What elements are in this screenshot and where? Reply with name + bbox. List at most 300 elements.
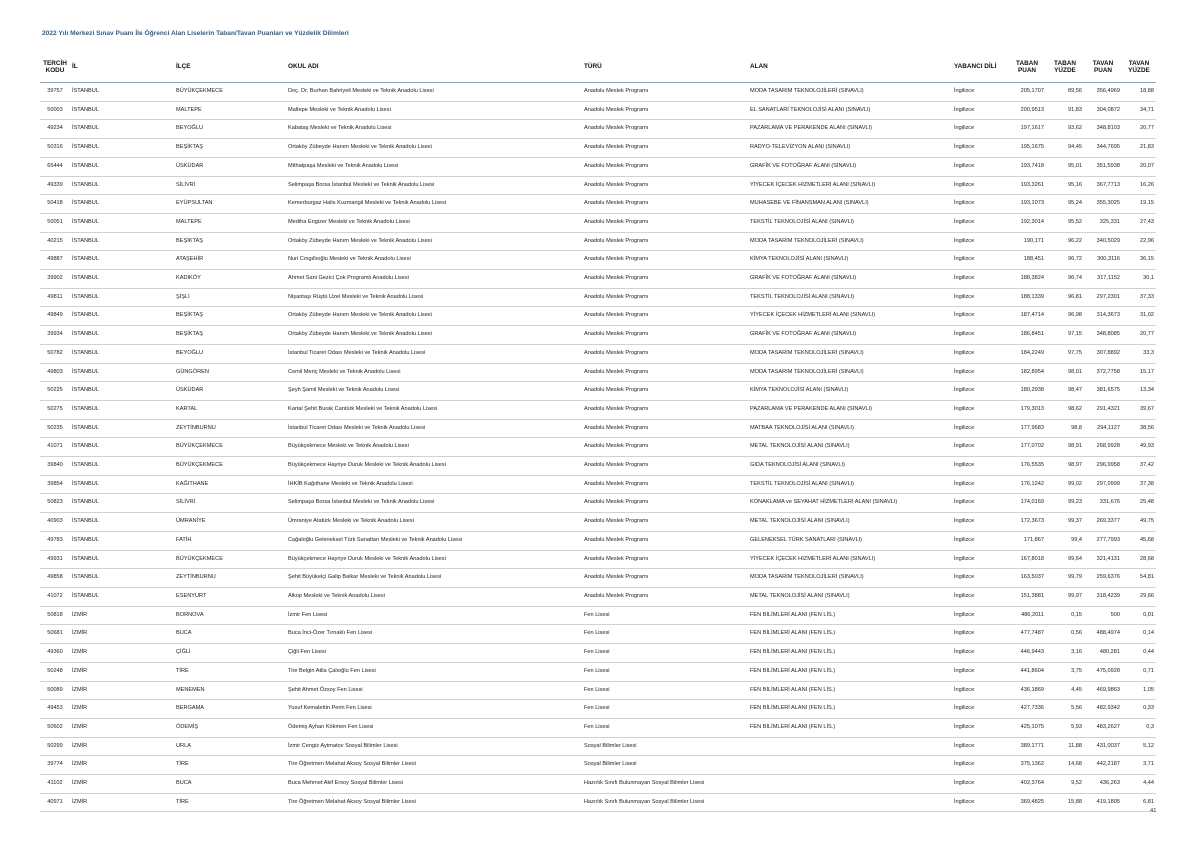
cell-tavan-puan: 488,4974 — [1084, 625, 1122, 644]
cell-taban-puan: 177,9683 — [1008, 419, 1046, 438]
cell-taban-puan: 184,2249 — [1008, 344, 1046, 363]
cell-okul-adi: Ortaköy Zübeyde Hanım Mesleki ve Teknik Anadolu Lisesi — [286, 232, 582, 251]
cell-il: İZMİR — [70, 625, 174, 644]
cell-alan: FEN BİLİMLERİ ALANI (FEN LİS.) — [748, 718, 952, 737]
cell-alan: PAZARLAMA VE PERAKENDE ALANI (SINAVLI) — [748, 120, 952, 139]
cell-tercih-kodu: 50602 — [40, 718, 70, 737]
cell-tavan-yuzde: 18,88 — [1122, 83, 1156, 102]
cell-tavan-yuzde: 37,38 — [1122, 475, 1156, 494]
cell-yabanci-dili: İngilizce — [952, 120, 1008, 139]
cell-yabanci-dili: İngilizce — [952, 625, 1008, 644]
cell-tavan-yuzde: 6,81 — [1122, 793, 1156, 812]
cell-tavan-puan: 314,3673 — [1084, 307, 1122, 326]
cell-turu: Anadolu Meslek Programı — [582, 139, 748, 158]
cell-ilce: BEYOĞLU — [174, 120, 286, 139]
cell-tavan-puan: 431,0037 — [1084, 737, 1122, 756]
header-tavan-puan: TAVAN PUAN — [1084, 52, 1122, 83]
cell-il: İSTANBUL — [70, 83, 174, 102]
cell-taban-yuzde: 0,15 — [1046, 606, 1084, 625]
cell-yabanci-dili: İngilizce — [952, 270, 1008, 289]
cell-turu: Fen Lisesi — [582, 625, 748, 644]
cell-taban-yuzde: 4,45 — [1046, 681, 1084, 700]
cell-okul-adi: Doç. Dr. Burhan Bahriyeli Mesleki ve Teknik Anadolu Lisesi — [286, 83, 582, 102]
cell-alan: EL SANATLARI TEKNOLOJİSİ ALANI (SINAVLI) — [748, 101, 952, 120]
cell-yabanci-dili: İngilizce — [952, 718, 1008, 737]
table-row — [40, 531, 1156, 550]
cell-tercih-kodu: 40971 — [40, 793, 70, 812]
cell-yabanci-dili: İngilizce — [952, 83, 1008, 102]
cell-tercih-kodu: 49811 — [40, 288, 70, 307]
cell-taban-yuzde: 97,75 — [1046, 344, 1084, 363]
cell-okul-adi: Büyükçekmece Hayriye Duruk Mesleki ve Teknik Anadolu Lisesi — [286, 457, 582, 476]
cell-taban-yuzde: 97,15 — [1046, 326, 1084, 345]
cell-tercih-kodu: 49234 — [40, 120, 70, 139]
cell-il: İZMİR — [70, 793, 174, 812]
cell-taban-yuzde: 99,4 — [1046, 531, 1084, 550]
cell-yabanci-dili: İngilizce — [952, 531, 1008, 550]
cell-tavan-puan: 296,9958 — [1084, 457, 1122, 476]
cell-ilce: SİLİVRİ — [174, 176, 286, 195]
table-row — [40, 681, 1156, 700]
cell-okul-adi: Yusuf Kemalettin Perin Fen Lisesi — [286, 700, 582, 719]
cell-yabanci-dili: İngilizce — [952, 513, 1008, 532]
header-taban-puan: TABAN PUAN — [1008, 52, 1046, 83]
cell-ilce: ŞİŞLİ — [174, 288, 286, 307]
cell-tavan-puan: 340,5029 — [1084, 232, 1122, 251]
cell-turu: Anadolu Meslek Programı — [582, 176, 748, 195]
cell-ilce: ÇİĞLİ — [174, 644, 286, 663]
cell-okul-adi: İstanbul Ticaret Odası Mesleki ve Teknik Anadolu Lisesi — [286, 344, 582, 363]
cell-alan: KONAKLAMA ve SEYAHAT HİZMETLERİ ALANI (SINAVLI) — [748, 494, 952, 513]
cell-taban-puan: 441,8604 — [1008, 662, 1046, 681]
cell-okul-adi: Buca İnci-Özer Tırnaklı Fen Lisesi — [286, 625, 582, 644]
cell-tercih-kodu: 41072 — [40, 587, 70, 606]
cell-tavan-puan: 297,2301 — [1084, 288, 1122, 307]
cell-turu: Sosyal Bilimler Lisesi — [582, 756, 748, 775]
cell-ilce: FATİH — [174, 531, 286, 550]
cell-taban-yuzde: 99,02 — [1046, 475, 1084, 494]
cell-tercih-kodu: 39774 — [40, 756, 70, 775]
cell-ilce: BEŞİKTAŞ — [174, 232, 286, 251]
cell-turu: Hazırlık Sınıfı Bulunmayan Sosyal Bilimler Lisesi — [582, 775, 748, 794]
cell-okul-adi: Kemerburgaz Halis Kuzmangil Mesleki ve Teknik Anadolu Lisesi — [286, 195, 582, 214]
cell-yabanci-dili: İngilizce — [952, 737, 1008, 756]
cell-taban-yuzde: 98,8 — [1046, 419, 1084, 438]
cell-alan: METAL TEKNOLOJİSİ ALANI (SINAVLI) — [748, 513, 952, 532]
cell-tavan-puan: 297,0999 — [1084, 475, 1122, 494]
cell-ilce: BEYOĞLU — [174, 344, 286, 363]
cell-tavan-puan: 436,263 — [1084, 775, 1122, 794]
cell-tercih-kodu: 50818 — [40, 606, 70, 625]
cell-okul-adi: İHKİB Kağıthane Mesleki ve Teknik Anadolu Lisesi — [286, 475, 582, 494]
cell-tavan-puan: 268,9928 — [1084, 438, 1122, 457]
cell-turu: Fen Lisesi — [582, 700, 748, 719]
cell-yabanci-dili: İngilizce — [952, 606, 1008, 625]
table-row — [40, 438, 1156, 457]
table-row — [40, 251, 1156, 270]
cell-il: İZMİR — [70, 737, 174, 756]
cell-okul-adi: Ortaköy Zübeyde Hanım Mesleki ve Teknik Anadolu Lisesi — [286, 326, 582, 345]
cell-taban-puan: 151,3881 — [1008, 587, 1046, 606]
cell-tavan-puan: 480,281 — [1084, 644, 1122, 663]
header-taban-yuzde: TABAN YÜZDE — [1046, 52, 1084, 83]
cell-okul-adi: Ödemiş Ayhan Kökmen Fen Lisesi — [286, 718, 582, 737]
table-row — [40, 494, 1156, 513]
table-row — [40, 775, 1156, 794]
cell-okul-adi: Cemil Meriç Mesleki ve Teknik Anadolu Lisesi — [286, 363, 582, 382]
cell-alan: MUHASEBE VE FİNANSMAN ALANI (SINAVLI) — [748, 195, 952, 214]
cell-tavan-yuzde: 3,71 — [1122, 756, 1156, 775]
cell-tercih-kodu: 40215 — [40, 232, 70, 251]
cell-turu: Anadolu Meslek Programı — [582, 157, 748, 176]
cell-turu: Anadolu Meslek Programı — [582, 569, 748, 588]
cell-alan: GRAFİK VE FOTOĞRAF ALANI (SINAVLI) — [748, 326, 952, 345]
cell-taban-yuzde: 96,81 — [1046, 288, 1084, 307]
cell-alan: KİMYA TEKNOLOJİSİ ALANI (SINAVLI) — [748, 251, 952, 270]
cell-il: İSTANBUL — [70, 494, 174, 513]
table-row — [40, 344, 1156, 363]
cell-taban-puan: 436,1869 — [1008, 681, 1046, 700]
cell-tercih-kodu: 50782 — [40, 344, 70, 363]
cell-okul-adi: Tire Belgin Atila Çalıoğlu Fen Lisesi — [286, 662, 582, 681]
cell-taban-puan: 446,9443 — [1008, 644, 1046, 663]
cell-ilce: BUCA — [174, 625, 286, 644]
table-row — [40, 326, 1156, 345]
cell-yabanci-dili: İngilizce — [952, 644, 1008, 663]
cell-il: İSTANBUL — [70, 382, 174, 401]
cell-turu: Anadolu Meslek Programı — [582, 457, 748, 476]
table-row — [40, 101, 1156, 120]
table-row — [40, 213, 1156, 232]
table-row — [40, 644, 1156, 663]
cell-il: İZMİR — [70, 644, 174, 663]
cell-tercih-kodu: 41071 — [40, 438, 70, 457]
cell-turu: Anadolu Meslek Programı — [582, 494, 748, 513]
cell-taban-puan: 188,3824 — [1008, 270, 1046, 289]
cell-tercih-kodu: 49360 — [40, 644, 70, 663]
table-row — [40, 587, 1156, 606]
cell-okul-adi: Nişantaşı Rüştü Uzel Mesleki ve Teknik Anadolu Lisesi — [286, 288, 582, 307]
table-row — [40, 662, 1156, 681]
cell-tercih-kodu: 49887 — [40, 251, 70, 270]
cell-yabanci-dili: İngilizce — [952, 232, 1008, 251]
cell-tavan-yuzde: 0,44 — [1122, 644, 1156, 663]
cell-yabanci-dili: İngilizce — [952, 494, 1008, 513]
cell-tavan-puan: 355,3025 — [1084, 195, 1122, 214]
cell-turu: Anadolu Meslek Programı — [582, 531, 748, 550]
cell-okul-adi: Ortaköy Zübeyde Hanım Mesleki ve Teknik Anadolu Lisesi — [286, 307, 582, 326]
table-row — [40, 176, 1156, 195]
cell-alan: FEN BİLİMLERİ ALANI (FEN LİS.) — [748, 681, 952, 700]
cell-alan: MATBAA TEKNOLOJİSİ ALANI (SINAVLI) — [748, 419, 952, 438]
cell-taban-puan: 205,1707 — [1008, 83, 1046, 102]
cell-il: İSTANBUL — [70, 213, 174, 232]
cell-tavan-yuzde: 30,1 — [1122, 270, 1156, 289]
cell-alan: MODA TASARIM TEKNOLOJİLERİ (SINAVLI) — [748, 344, 952, 363]
header-il: İL — [70, 52, 174, 83]
cell-taban-puan: 200,9513 — [1008, 101, 1046, 120]
cell-okul-adi: İstanbul Ticaret Odası Mesleki ve Teknik Anadolu Lisesi — [286, 419, 582, 438]
cell-il: İSTANBUL — [70, 326, 174, 345]
cell-il: İSTANBUL — [70, 120, 174, 139]
cell-turu: Anadolu Meslek Programı — [582, 270, 748, 289]
cell-ilce: BÜYÜKÇEKMECE — [174, 457, 286, 476]
cell-ilce: ÜSKÜDAR — [174, 382, 286, 401]
cell-turu: Fen Lisesi — [582, 606, 748, 625]
cell-tavan-yuzde: 31,02 — [1122, 307, 1156, 326]
cell-tavan-puan: 367,7713 — [1084, 176, 1122, 195]
cell-okul-adi: İzmir Cengiz Aytmatov Sosyal Bilimler Lisesi — [286, 737, 582, 756]
cell-il: İSTANBUL — [70, 475, 174, 494]
cell-tercih-kodu: 50003 — [40, 101, 70, 120]
cell-tavan-yuzde: 25,48 — [1122, 494, 1156, 513]
cell-turu: Anadolu Meslek Programı — [582, 344, 748, 363]
cell-alan: YİYECEK İÇECEK HİZMETLERİ ALANI (SINAVLI) — [748, 307, 952, 326]
cell-tercih-kodu: 40903 — [40, 513, 70, 532]
cell-tavan-yuzde: 0,33 — [1122, 700, 1156, 719]
cell-ilce: TİRE — [174, 662, 286, 681]
table-row — [40, 756, 1156, 775]
cell-okul-adi: Ortaköy Zübeyde Hanım Mesleki ve Teknik Anadolu Lisesi — [286, 139, 582, 158]
header-tavan-yuzde: TAVAN YÜZDE — [1122, 52, 1156, 83]
cell-okul-adi: Ümraniye Atatürk Mesleki ve Teknik Anadolu Lisesi — [286, 513, 582, 532]
cell-ilce: TİRE — [174, 756, 286, 775]
cell-taban-yuzde: 96,72 — [1046, 251, 1084, 270]
cell-alan: FEN BİLİMLERİ ALANI (FEN LİS.) — [748, 625, 952, 644]
cell-il: İSTANBUL — [70, 531, 174, 550]
cell-tercih-kodu: 49849 — [40, 307, 70, 326]
cell-tavan-puan: 321,4131 — [1084, 550, 1122, 569]
cell-tavan-yuzde: 34,71 — [1122, 101, 1156, 120]
cell-il: İZMİR — [70, 756, 174, 775]
cell-ilce: ZEYTİNBURNU — [174, 569, 286, 588]
table-header — [40, 52, 1156, 83]
cell-tercih-kodu: 50089 — [40, 681, 70, 700]
cell-alan: PAZARLAMA VE PERAKENDE ALANI (SINAVLI) — [748, 400, 952, 419]
cell-yabanci-dili: İngilizce — [952, 419, 1008, 438]
cell-tavan-yuzde: 45,68 — [1122, 531, 1156, 550]
cell-tercih-kodu: 50299 — [40, 737, 70, 756]
cell-turu: Anadolu Meslek Programı — [582, 550, 748, 569]
cell-ilce: BÜYÜKÇEKMECE — [174, 550, 286, 569]
cell-alan: GELENEKSEL TÜRK SANATLARI (SINAVLI) — [748, 531, 952, 550]
cell-alan: KİMYA TEKNOLOJİSİ ALANI (SINAVLI) — [748, 382, 952, 401]
cell-alan: FEN BİLİMLERİ ALANI (FEN LİS.) — [748, 606, 952, 625]
cell-taban-puan: 172,3673 — [1008, 513, 1046, 532]
cell-taban-yuzde: 89,56 — [1046, 83, 1084, 102]
cell-taban-yuzde: 9,52 — [1046, 775, 1084, 794]
cell-taban-puan: 180,2938 — [1008, 382, 1046, 401]
cell-taban-puan: 375,1362 — [1008, 756, 1046, 775]
cell-okul-adi: Cağaloğlu Geleneksel Türk Sanatları Mesleki ve Teknik Anadolu Lisesi — [286, 531, 582, 550]
cell-tavan-yuzde: 5,12 — [1122, 737, 1156, 756]
cell-taban-yuzde: 95,52 — [1046, 213, 1084, 232]
cell-alan — [748, 756, 952, 775]
cell-turu: Anadolu Meslek Programı — [582, 363, 748, 382]
cell-turu: Anadolu Meslek Programı — [582, 513, 748, 532]
table-row — [40, 195, 1156, 214]
header-turu: TÜRÜ — [582, 52, 748, 83]
document-title: 2022 Yılı Merkezi Sınav Puanı İle Öğrenci Alan Liselerin Taban/Tavan Puanları ve Yüzdelik Dilimleri — [42, 30, 349, 37]
cell-yabanci-dili: İngilizce — [952, 550, 1008, 569]
cell-yabanci-dili: İngilizce — [952, 400, 1008, 419]
cell-tavan-yuzde: 13,34 — [1122, 382, 1156, 401]
cell-taban-puan: 187,4714 — [1008, 307, 1046, 326]
cell-turu: Anadolu Meslek Programı — [582, 213, 748, 232]
cell-turu: Anadolu Meslek Programı — [582, 83, 748, 102]
cell-taban-puan: 167,8018 — [1008, 550, 1046, 569]
cell-tavan-yuzde: 4,44 — [1122, 775, 1156, 794]
table-row — [40, 569, 1156, 588]
cell-alan: FEN BİLİMLERİ ALANI (FEN LİS.) — [748, 700, 952, 719]
header-tercih-kodu: TERCİH KODU — [40, 52, 70, 83]
cell-il: İSTANBUL — [70, 176, 174, 195]
cell-turu: Anadolu Meslek Programı — [582, 400, 748, 419]
page-number: 41 — [1150, 808, 1157, 814]
cell-tavan-puan: 348,8103 — [1084, 120, 1122, 139]
cell-turu: Anadolu Meslek Programı — [582, 326, 748, 345]
cell-taban-puan: 193,7418 — [1008, 157, 1046, 176]
cell-il: İSTANBUL — [70, 400, 174, 419]
cell-taban-puan: 176,1242 — [1008, 475, 1046, 494]
cell-taban-puan: 190,171 — [1008, 232, 1046, 251]
cell-taban-puan: 193,3261 — [1008, 176, 1046, 195]
cell-ilce: BEŞİKTAŞ — [174, 307, 286, 326]
cell-il: İSTANBUL — [70, 288, 174, 307]
cell-yabanci-dili: İngilizce — [952, 326, 1008, 345]
table-row — [40, 737, 1156, 756]
cell-tercih-kodu: 50248 — [40, 662, 70, 681]
cell-tavan-puan: 318,4239 — [1084, 587, 1122, 606]
header-yabanci-dili: YABANCI DİLİ — [952, 52, 1008, 83]
cell-ilce: URLA — [174, 737, 286, 756]
cell-il: İSTANBUL — [70, 157, 174, 176]
cell-taban-puan: 182,8954 — [1008, 363, 1046, 382]
table-row — [40, 382, 1156, 401]
cell-taban-yuzde: 95,24 — [1046, 195, 1084, 214]
cell-tavan-yuzde: 20,77 — [1122, 326, 1156, 345]
cell-tavan-yuzde: 0,71 — [1122, 662, 1156, 681]
cell-turu: Anadolu Meslek Programı — [582, 232, 748, 251]
cell-tavan-yuzde: 20,07 — [1122, 157, 1156, 176]
cell-yabanci-dili: İngilizce — [952, 756, 1008, 775]
cell-yabanci-dili: İngilizce — [952, 139, 1008, 158]
cell-il: İZMİR — [70, 606, 174, 625]
table-row — [40, 270, 1156, 289]
cell-taban-puan: 188,451 — [1008, 251, 1046, 270]
cell-tavan-yuzde: 37,42 — [1122, 457, 1156, 476]
cell-tercih-kodu: 49858 — [40, 569, 70, 588]
cell-taban-yuzde: 95,16 — [1046, 176, 1084, 195]
cell-tercih-kodu: 39840 — [40, 457, 70, 476]
cell-yabanci-dili: İngilizce — [952, 157, 1008, 176]
cell-taban-yuzde: 3,16 — [1046, 644, 1084, 663]
cell-tavan-puan: 381,6575 — [1084, 382, 1122, 401]
cell-tavan-puan: 300,3116 — [1084, 251, 1122, 270]
cell-turu: Anadolu Meslek Programı — [582, 288, 748, 307]
cell-il: İSTANBUL — [70, 195, 174, 214]
cell-okul-adi: Buca Mehmet Akif Ersoy Sosyal Bilimler Lisesi — [286, 775, 582, 794]
cell-ilce: MALTEPE — [174, 101, 286, 120]
table-row — [40, 419, 1156, 438]
cell-tercih-kodu: 50316 — [40, 139, 70, 158]
cell-il: İZMİR — [70, 681, 174, 700]
cell-alan: MODA TASARIM TEKNOLOJİLERİ (SINAVLI) — [748, 83, 952, 102]
cell-ilce: BUCA — [174, 775, 286, 794]
cell-yabanci-dili: İngilizce — [952, 700, 1008, 719]
cell-tavan-puan: 483,2627 — [1084, 718, 1122, 737]
cell-taban-yuzde: 95,01 — [1046, 157, 1084, 176]
cell-okul-adi: Selimpaşa Borsa İstanbul Mesleki ve Teknik Anadolu Lisesi — [286, 494, 582, 513]
cell-alan: RADYO-TELEVİZYON ALANI (SINAVLI) — [748, 139, 952, 158]
cell-il: İSTANBUL — [70, 251, 174, 270]
cell-il: İSTANBUL — [70, 457, 174, 476]
cell-tavan-yuzde: 27,43 — [1122, 213, 1156, 232]
cell-tercih-kodu: 50418 — [40, 195, 70, 214]
cell-tercih-kodu: 49783 — [40, 531, 70, 550]
cell-taban-puan: 174,0169 — [1008, 494, 1046, 513]
cell-alan: MODA TASARIM TEKNOLOJİLERİ (SINAVLI) — [748, 232, 952, 251]
cell-tavan-puan: 331,676 — [1084, 494, 1122, 513]
cell-alan: MODA TASARIM TEKNOLOJİLERİ (SINAVLI) — [748, 363, 952, 382]
table-row — [40, 793, 1156, 812]
cell-taban-yuzde: 91,83 — [1046, 101, 1084, 120]
cell-tercih-kodu: 50235 — [40, 419, 70, 438]
cell-ilce: TİRE — [174, 793, 286, 812]
cell-turu: Anadolu Meslek Programı — [582, 120, 748, 139]
cell-ilce: BORNOVA — [174, 606, 286, 625]
cell-tavan-puan: 304,0872 — [1084, 101, 1122, 120]
cell-tercih-kodu: 50225 — [40, 382, 70, 401]
cell-tavan-yuzde: 19,15 — [1122, 195, 1156, 214]
cell-tavan-puan: 372,7758 — [1084, 363, 1122, 382]
cell-tercih-kodu: 49453 — [40, 700, 70, 719]
cell-okul-adi: Maltepe Mesleki ve Teknik Anadolu Lisesi — [286, 101, 582, 120]
table-row — [40, 400, 1156, 419]
cell-taban-yuzde: 14,68 — [1046, 756, 1084, 775]
cell-tavan-yuzde: 33,3 — [1122, 344, 1156, 363]
cell-taban-yuzde: 99,79 — [1046, 569, 1084, 588]
cell-taban-yuzde: 96,74 — [1046, 270, 1084, 289]
cell-ilce: ZEYTİNBURNU — [174, 419, 286, 438]
table-row — [40, 139, 1156, 158]
cell-tavan-puan: 291,4321 — [1084, 400, 1122, 419]
cell-tavan-puan: 351,5938 — [1084, 157, 1122, 176]
table-row — [40, 606, 1156, 625]
cell-tavan-yuzde: 28,68 — [1122, 550, 1156, 569]
cell-taban-yuzde: 99,23 — [1046, 494, 1084, 513]
table-row — [40, 232, 1156, 251]
cell-okul-adi: Mithatpaşa Mesleki ve Teknik Anadolu Lisesi — [286, 157, 582, 176]
table-row — [40, 157, 1156, 176]
cell-il: İSTANBUL — [70, 419, 174, 438]
cell-yabanci-dili: İngilizce — [952, 775, 1008, 794]
cell-ilce: MENEMEN — [174, 681, 286, 700]
cell-taban-puan: 477,7487 — [1008, 625, 1046, 644]
table-row — [40, 363, 1156, 382]
table-row — [40, 120, 1156, 139]
table-row — [40, 550, 1156, 569]
cell-taban-yuzde: 93,62 — [1046, 120, 1084, 139]
cell-tavan-yuzde: 0,3 — [1122, 718, 1156, 737]
table-row — [40, 307, 1156, 326]
cell-alan: YİYECEK İÇECEK HİZMETLERİ ALANI (SINAVLI) — [748, 550, 952, 569]
cell-taban-puan: 188,1339 — [1008, 288, 1046, 307]
header-okul-adi: OKUL ADI — [286, 52, 582, 83]
cell-okul-adi: Tire Öğretmen Melahat Aksoy Sosyal Bilimler Lisesi — [286, 756, 582, 775]
cell-yabanci-dili: İngilizce — [952, 569, 1008, 588]
cell-yabanci-dili: İngilizce — [952, 681, 1008, 700]
